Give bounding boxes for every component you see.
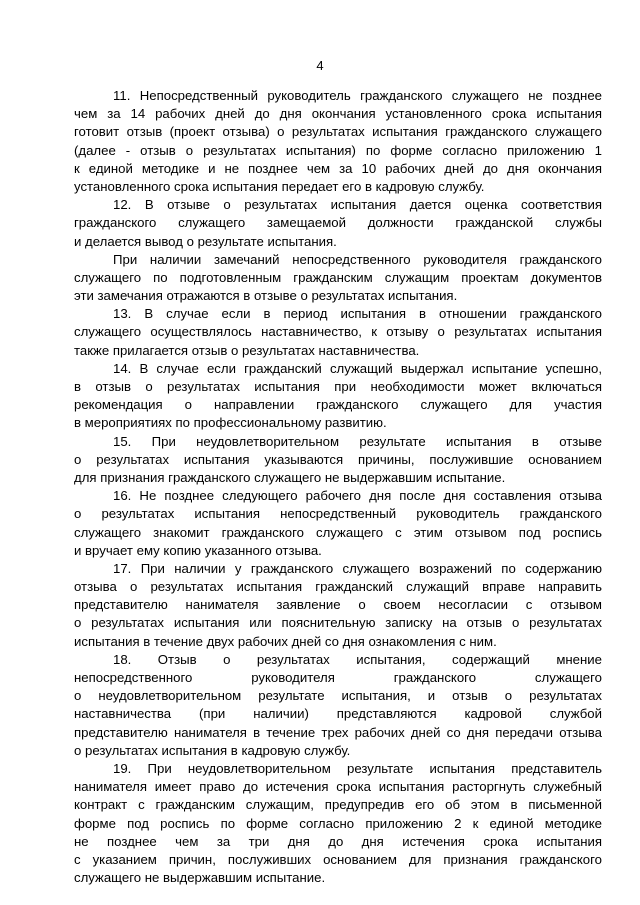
- text-line: с указанием причин, послуживших основанием для признания гражданского: [74, 851, 602, 867]
- text-line: о результатах испытания непосредственный руководитель гражданского: [74, 506, 602, 522]
- text-line: 13. В случае если в период испытания в отношении гражданского: [113, 306, 602, 322]
- document-body: [74, 87, 602, 887]
- text-line: служащего осуществлялось наставничество, к отзыву о результатах испытания: [74, 324, 602, 340]
- text-line: гражданского служащего замещаемой должности гражданской службы: [74, 215, 602, 231]
- text-line: в отзыв о результатах испытания при необходимости может включаться: [74, 379, 602, 394]
- text-line: 19. При неудовлетворительном результате испытания представитель: [113, 760, 602, 776]
- text-line: рекомендация о направлении гражданского служащего для участия: [74, 397, 602, 413]
- text-line: служащего знакомит гражданского служащего с этим отзывом под роспись: [74, 524, 602, 540]
- text-line: 14. В случае если гражданский служащий выдержал испытание успешно,: [113, 360, 602, 376]
- text-line: (далее - отзыв о результатах испытания) по форме согласно приложению 1: [74, 142, 602, 158]
- text-line: о результатах испытания в кадровую службу.: [74, 742, 351, 758]
- text-line: форме под роспись по форме согласно приложению 2 к единой методике: [74, 815, 602, 831]
- text-line: наставничества (при наличии) представляются кадровой службой: [74, 706, 602, 722]
- text-line: о результатах испытания указываются причины, послужившие основанием: [74, 451, 602, 467]
- text-line: о результатах испытания или пояснительную записку на отзыв о результатах: [74, 615, 602, 631]
- text-line: к единой методике и не позднее чем за 10 рабочих дней до дня окончания: [74, 160, 602, 176]
- text-line: контракт с гражданским служащим, предупредив его об этом в письменной: [74, 797, 602, 813]
- text-line: представителю нанимателя заявление о своем несогласии с отзывом: [74, 597, 602, 613]
- text-line: представителю нанимателя в течение трех рабочих дней со дня передачи отзыва: [74, 724, 602, 740]
- text-line: готовит отзыв (проект отзыва) о результатах испытания гражданского служащего: [74, 124, 602, 140]
- text-line: и делается вывод о результате испытания.: [74, 233, 337, 249]
- text-line: 15. При неудовлетворительном результате испытания в отзыве: [113, 433, 602, 449]
- text-line: 12. В отзыве о результатах испытания дается оценка соответствия: [113, 197, 602, 213]
- text-line: в мероприятиях по профессиональному развитию.: [74, 415, 387, 431]
- text-line: чем за 14 рабочих дней до дня окончания установленного срока испытания: [74, 106, 602, 122]
- text-line: для признания гражданского служащего не выдержавшим испытание.: [74, 469, 506, 485]
- text-line: эти замечания отражаются в отзыве о результатах испытания.: [74, 288, 458, 304]
- text-line: также прилагается отзыв о результатах наставничества.: [74, 342, 420, 358]
- text-line: 11. Непосредственный руководитель гражданского служащего не позднее: [113, 88, 602, 103]
- page-number: 4: [316, 58, 324, 73]
- text-line: нанимателя имеет право до истечения срока испытания расторгнуть служебный: [74, 779, 602, 795]
- text-line: При наличии замечаний непосредственного руководителя гражданского: [113, 251, 602, 267]
- text-line: служащего по подготовленным гражданским служащим проектам документов: [74, 269, 602, 285]
- text-line: 18. Отзыв о результатах испытания, содержащий мнение: [113, 651, 602, 667]
- text-line: 17. При наличии у гражданского служащего возражений по содержанию: [113, 560, 602, 576]
- text-line: отзыва о результатах испытания гражданский служащий вправе направить: [74, 579, 602, 595]
- text-line: не позднее чем за три дня до дня истечения срока испытания: [74, 833, 602, 849]
- text-line: установленного срока испытания передает его в кадровую службу.: [74, 178, 485, 194]
- text-line: о неудовлетворительном результате испытания, и отзыв о результатах: [74, 688, 602, 704]
- text-line: 16. Не позднее следующего рабочего дня после дня составления отзыва: [113, 488, 602, 504]
- text-line: и вручает ему копию указанного отзыва.: [74, 542, 322, 558]
- text-line: непосредственного руководителя гражданского служащего: [74, 670, 602, 685]
- text-line: служащего не выдержавшим испытание.: [74, 870, 326, 886]
- text-line: испытания в течение двух рабочих дней со дня ознакомления с ним.: [74, 633, 497, 649]
